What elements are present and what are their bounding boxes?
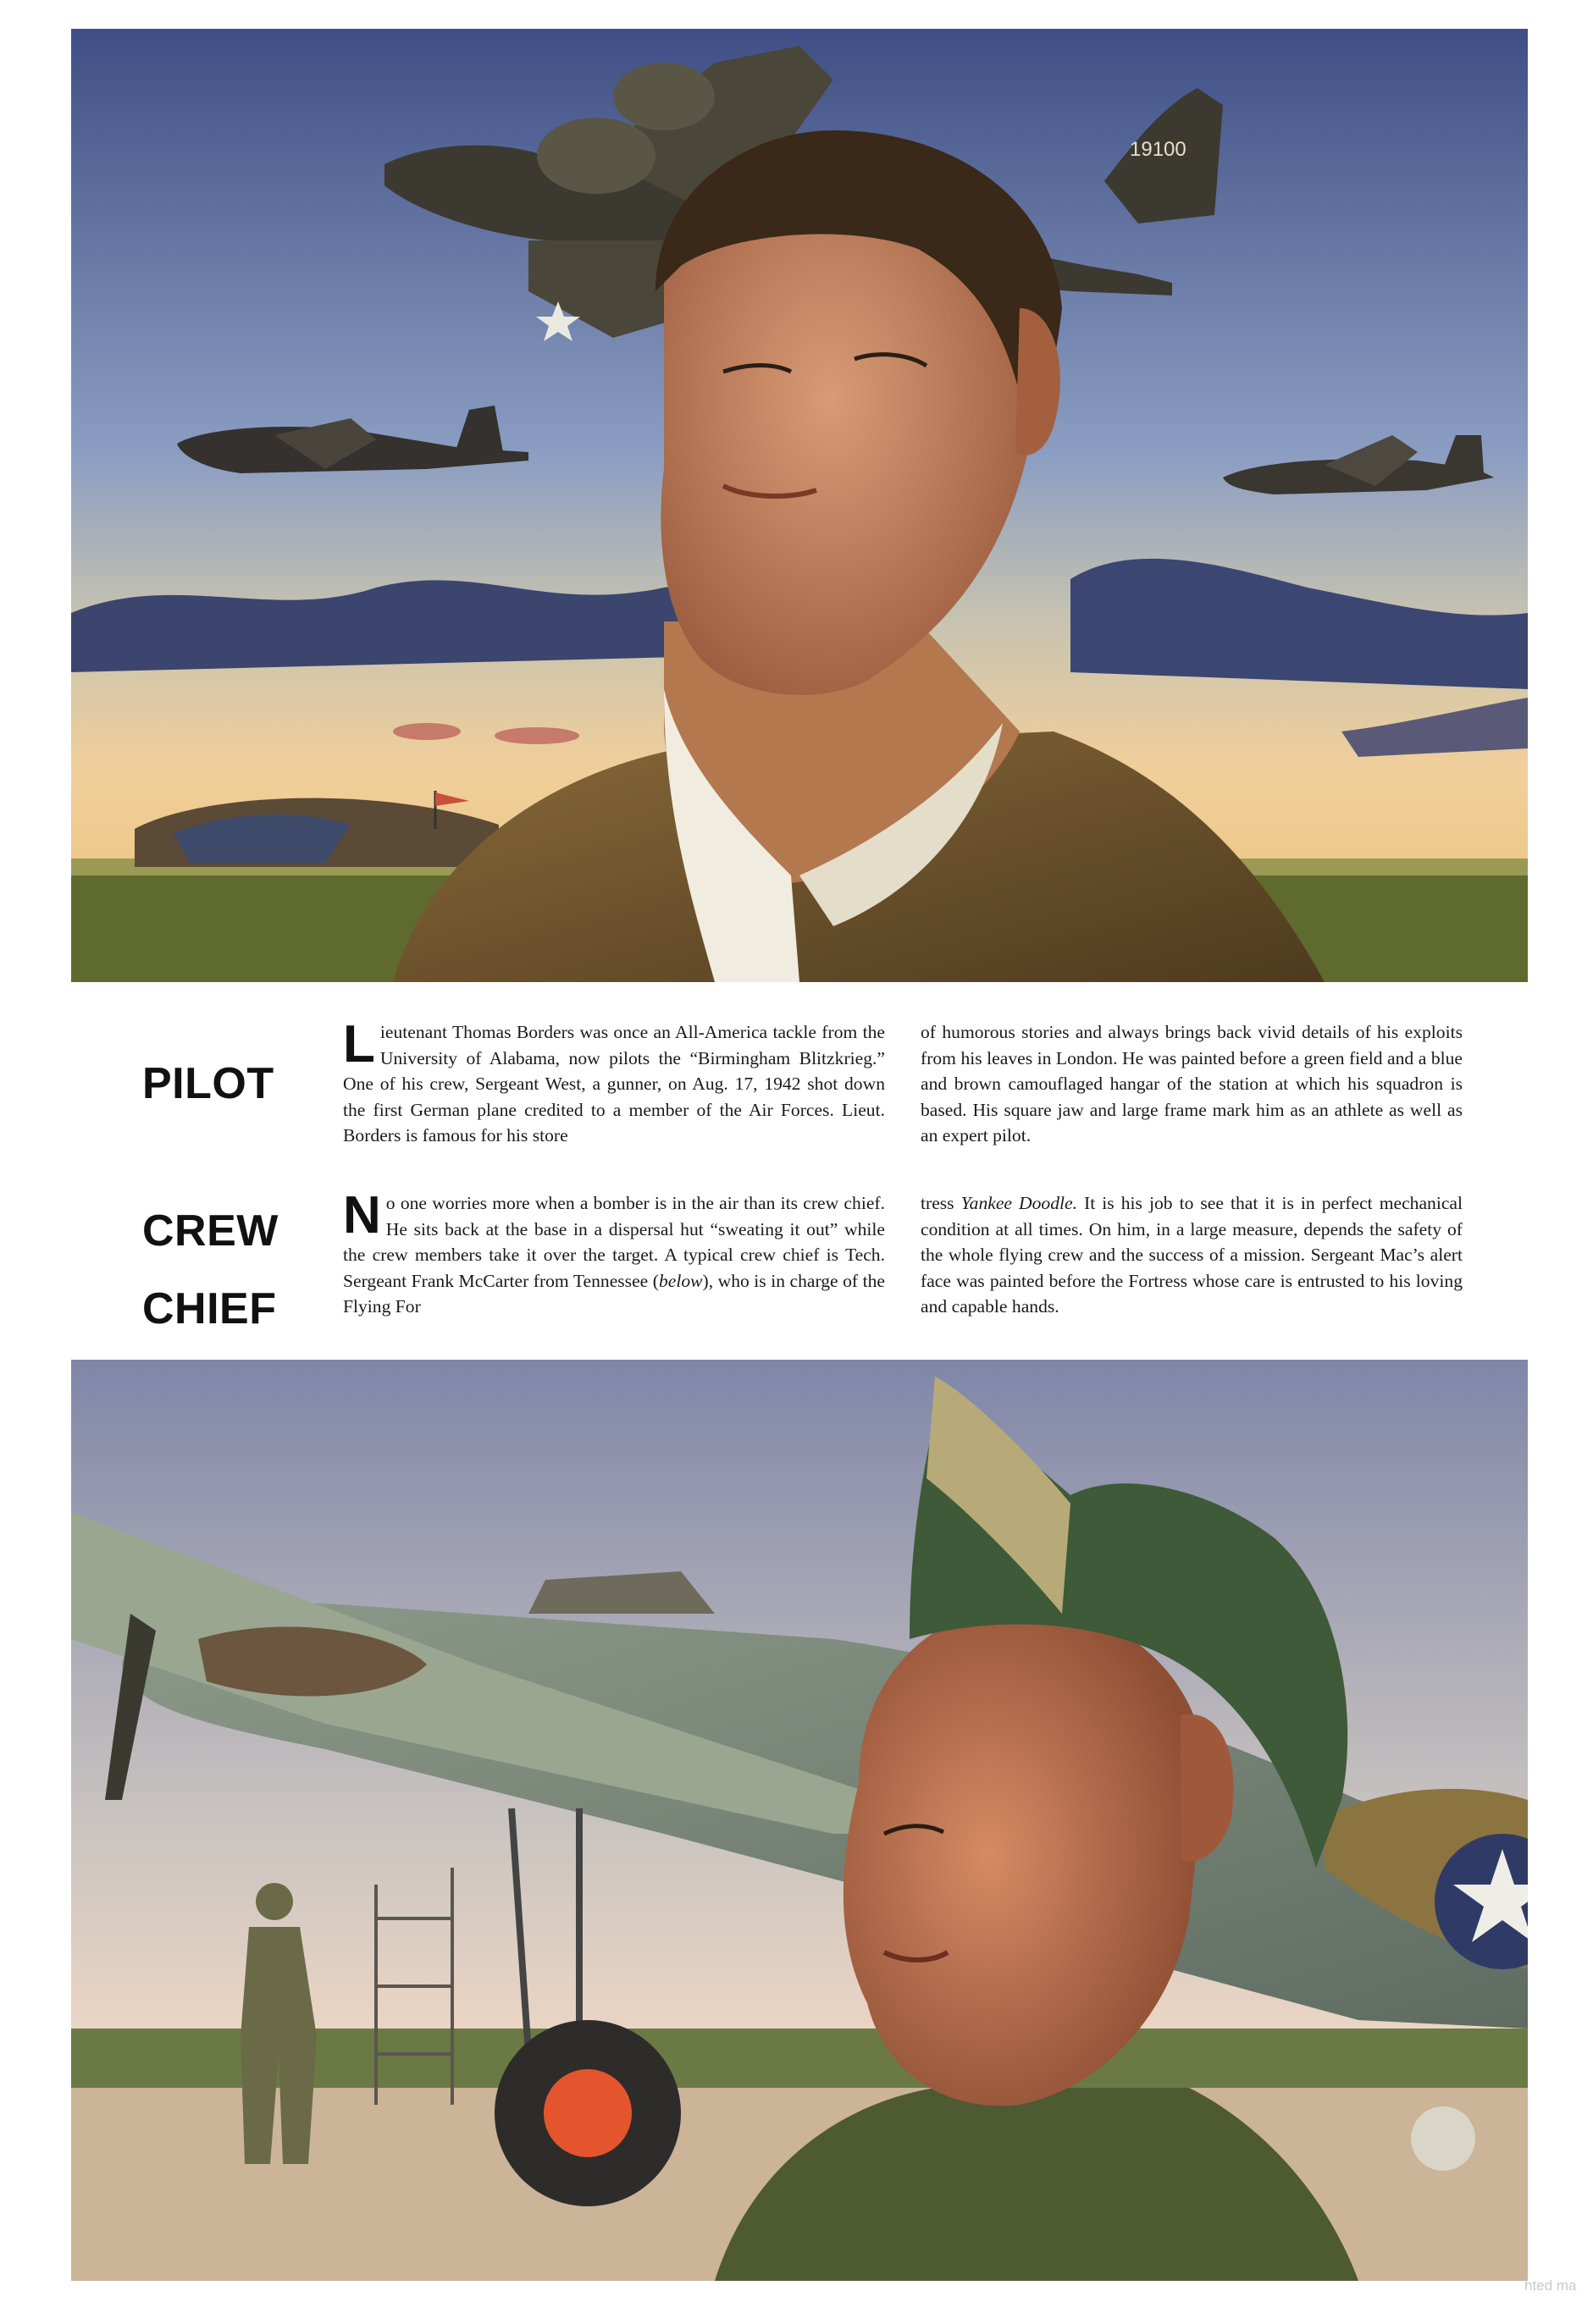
aircraft-serial-number: 19100 — [1130, 138, 1186, 161]
crew-chief-text-1a: o one worries more when a bomber is in the air than its crew chief. He sits back at the base in a dispersal hut “sweating it out” while the crew members take it over the target. A typical crew chief is Tech. Sergeant Frank McCarter from Tennessee ( — [343, 1193, 885, 1291]
pilot-drop-cap: L — [343, 1015, 375, 1074]
crew-chief-text-2b: It is his job to see that it is in perfect mechanical condition at all times. On him, in a large measure, depends the safety of the whole flying crew and the success of a mission. Sergeant Mac’s alert face was painted before the Fortress whose care is entrusted to his loving and capable hands. — [921, 1193, 1463, 1317]
crew-chief-heading-line-1: CREW — [142, 1206, 279, 1256]
pilot-heading: PILOT — [142, 1059, 274, 1108]
crew-chief-text-2a: tress — [921, 1193, 961, 1213]
crew-chief-text-2-italic: Yankee Doodle. — [960, 1193, 1078, 1213]
pilot-painting — [71, 29, 1528, 982]
pilot-text-1: ieutenant Thomas Borders was once an All-America tackle from the University of Alabama, now pilots the “Birmingham Blitzkrieg.” One of his crew, Sergeant West, a gunner, on Aug. 17, 1942 shot down the first German plane credited to a member of the Air Forces. Lieut. Borders is famous for his store — [343, 1022, 885, 1145]
watermark-text: hted ma — [1524, 2277, 1577, 2294]
crew-chief-text-column-1 — [343, 1186, 885, 1320]
crew-chief-text-column-2 — [921, 1190, 1463, 1320]
crew-chief-painting — [71, 1360, 1528, 2281]
pilot-painting-svg — [71, 29, 1528, 982]
crew-chief-heading — [142, 1192, 279, 1348]
crew-chief-painting-svg — [71, 1360, 1528, 2281]
crew-chief-text-1b: ), who is in charge of the Flying For — [343, 1270, 885, 1317]
pilot-text-column-1 — [343, 1015, 885, 1149]
crew-chief-heading-line-2: CHIEF — [142, 1284, 277, 1333]
pilot-text-column-2: of humorous stories and always brings back vivid details of his exploits from his leaves in London. He was painted before a green field and a blue and brown camouflaged hangar of the station at which his squadron is based. His square jaw and large frame mark him as an athlete as well as an expert pilot. — [921, 1022, 1463, 1145]
crew-chief-drop-cap: N — [343, 1186, 381, 1245]
crew-chief-text-1-italic: below — [658, 1270, 703, 1291]
